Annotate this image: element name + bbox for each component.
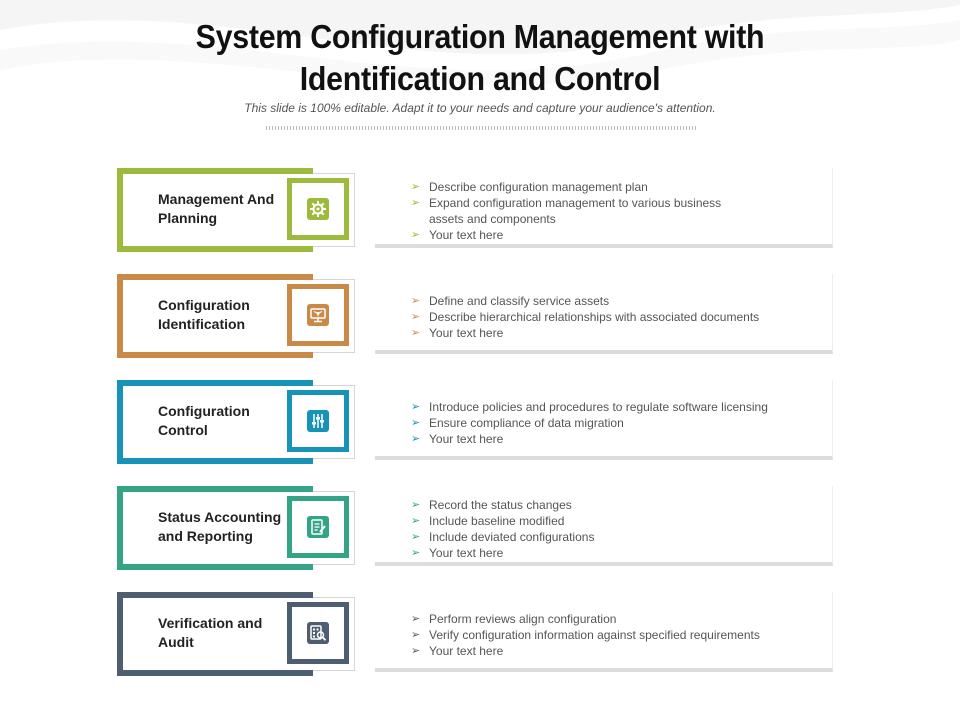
stage-row [0,274,960,360]
bullet-text: Perform reviews align configuration [429,612,617,626]
stage-icon-box [287,390,349,452]
bullet-item [411,179,821,195]
bullet-item [411,545,821,561]
sliders-icon [307,410,329,432]
stage-row [0,168,960,254]
bullet-list [411,179,821,243]
audit-magnifier-icon [307,622,329,644]
bullet-list [411,399,821,447]
bullet-item [411,227,821,243]
bullet-text: Include deviated configurations [429,530,595,544]
bullet-item [411,497,821,513]
bullet-arrow-icon: ➢ [411,515,421,527]
stage-row [0,380,960,466]
bullet-arrow-icon: ➢ [411,181,421,193]
bullet-text: Your text here [429,326,504,340]
stage-label [158,190,288,228]
bullet-text: Your text here [429,546,504,560]
stage-content [375,380,833,460]
stage-label [158,402,288,440]
stage-label-line: Configuration [158,297,250,313]
bullet-list [411,611,821,659]
stage-label-line: Identification [158,316,246,332]
bullet-arrow-icon: ➢ [411,197,421,209]
bullet-arrow-icon: ➢ [411,531,421,543]
bullet-text: assets and components [429,212,556,226]
bullet-item-continuation [411,211,821,227]
bullet-text: Your text here [429,432,504,446]
stage-label [158,614,288,652]
stage-content [375,168,833,248]
slide-title-line-1: System Configuration Management with [195,18,765,55]
stage-label-line: Control [158,422,208,438]
bullet-text: Record the status changes [429,498,572,512]
bullet-item [411,431,821,447]
bullet-item [411,325,821,341]
bullet-arrow-icon: ➢ [411,613,421,625]
bullet-list [411,497,821,561]
bullet-arrow-icon: ➢ [411,401,421,413]
bullet-arrow-icon: ➢ [411,645,421,657]
bullet-text: Define and classify service assets [429,294,610,308]
bullet-text: Your text here [429,644,504,658]
stage-label-line: and Reporting [158,528,253,544]
slide-subtitle: This slide is 100% editable. Adapt it to your needs and capture your audience's attention. [244,101,716,115]
stage-content [375,486,833,566]
stage-content [375,592,833,672]
bullet-text: Describe hierarchical relationships with associated documents [429,310,760,324]
bullet-arrow-icon: ➢ [411,499,421,511]
stage-label-line: Configuration [158,403,250,419]
stage-label [158,296,288,334]
bullet-text: Expand configuration management to various business [429,196,722,210]
bullet-arrow-icon: ➢ [411,311,421,323]
stage-row [0,592,960,678]
bullet-item [411,529,821,545]
stage-label [158,508,288,546]
bullet-arrow-icon: ➢ [411,433,421,445]
bullet-item [411,293,821,309]
bullet-item [411,399,821,415]
bullet-list [411,293,821,341]
stage-label-line: Status Accounting [158,509,282,525]
report-edit-icon [307,516,329,538]
stage-icon-box [287,496,349,558]
stage-icon-box [287,178,349,240]
slide-title [112,16,848,100]
bullet-arrow-icon: ➢ [411,295,421,307]
bullet-text: Introduce policies and procedures to regulate software licensing [429,400,768,414]
slide-title-line-2: Identification and Control [299,60,661,97]
bullet-item [411,643,821,659]
bullet-text: Include baseline modified [429,514,565,528]
bullet-item [411,513,821,529]
bullet-arrow-icon: ➢ [411,547,421,559]
stage-label-line: Verification and [158,615,263,631]
bullet-arrow-icon: ➢ [411,629,421,641]
bullet-text: Ensure compliance of data migration [429,416,624,430]
bullet-text: Your text here [429,228,504,242]
title-divider [266,126,696,130]
stage-content [375,274,833,354]
stage-label-line: Management And [158,191,275,207]
bullet-item [411,415,821,431]
stage-label-line: Audit [158,634,194,650]
bullet-arrow-icon: ➢ [411,229,421,241]
bullet-item [411,627,821,643]
stage-icon-box [287,284,349,346]
bullet-text: Verify configuration information against specified requirements [429,628,760,642]
stage-label-line: Planning [158,210,218,226]
gear-icon [307,198,329,220]
bullet-item [411,195,821,211]
monitor-network-icon [307,304,329,326]
stage-icon-box [287,602,349,664]
bullet-arrow-icon: ➢ [411,417,421,429]
bullet-item [411,611,821,627]
stage-row [0,486,960,572]
bullet-text: Describe configuration management plan [429,180,648,194]
bullet-arrow-icon: ➢ [411,327,421,339]
bullet-item [411,309,821,325]
